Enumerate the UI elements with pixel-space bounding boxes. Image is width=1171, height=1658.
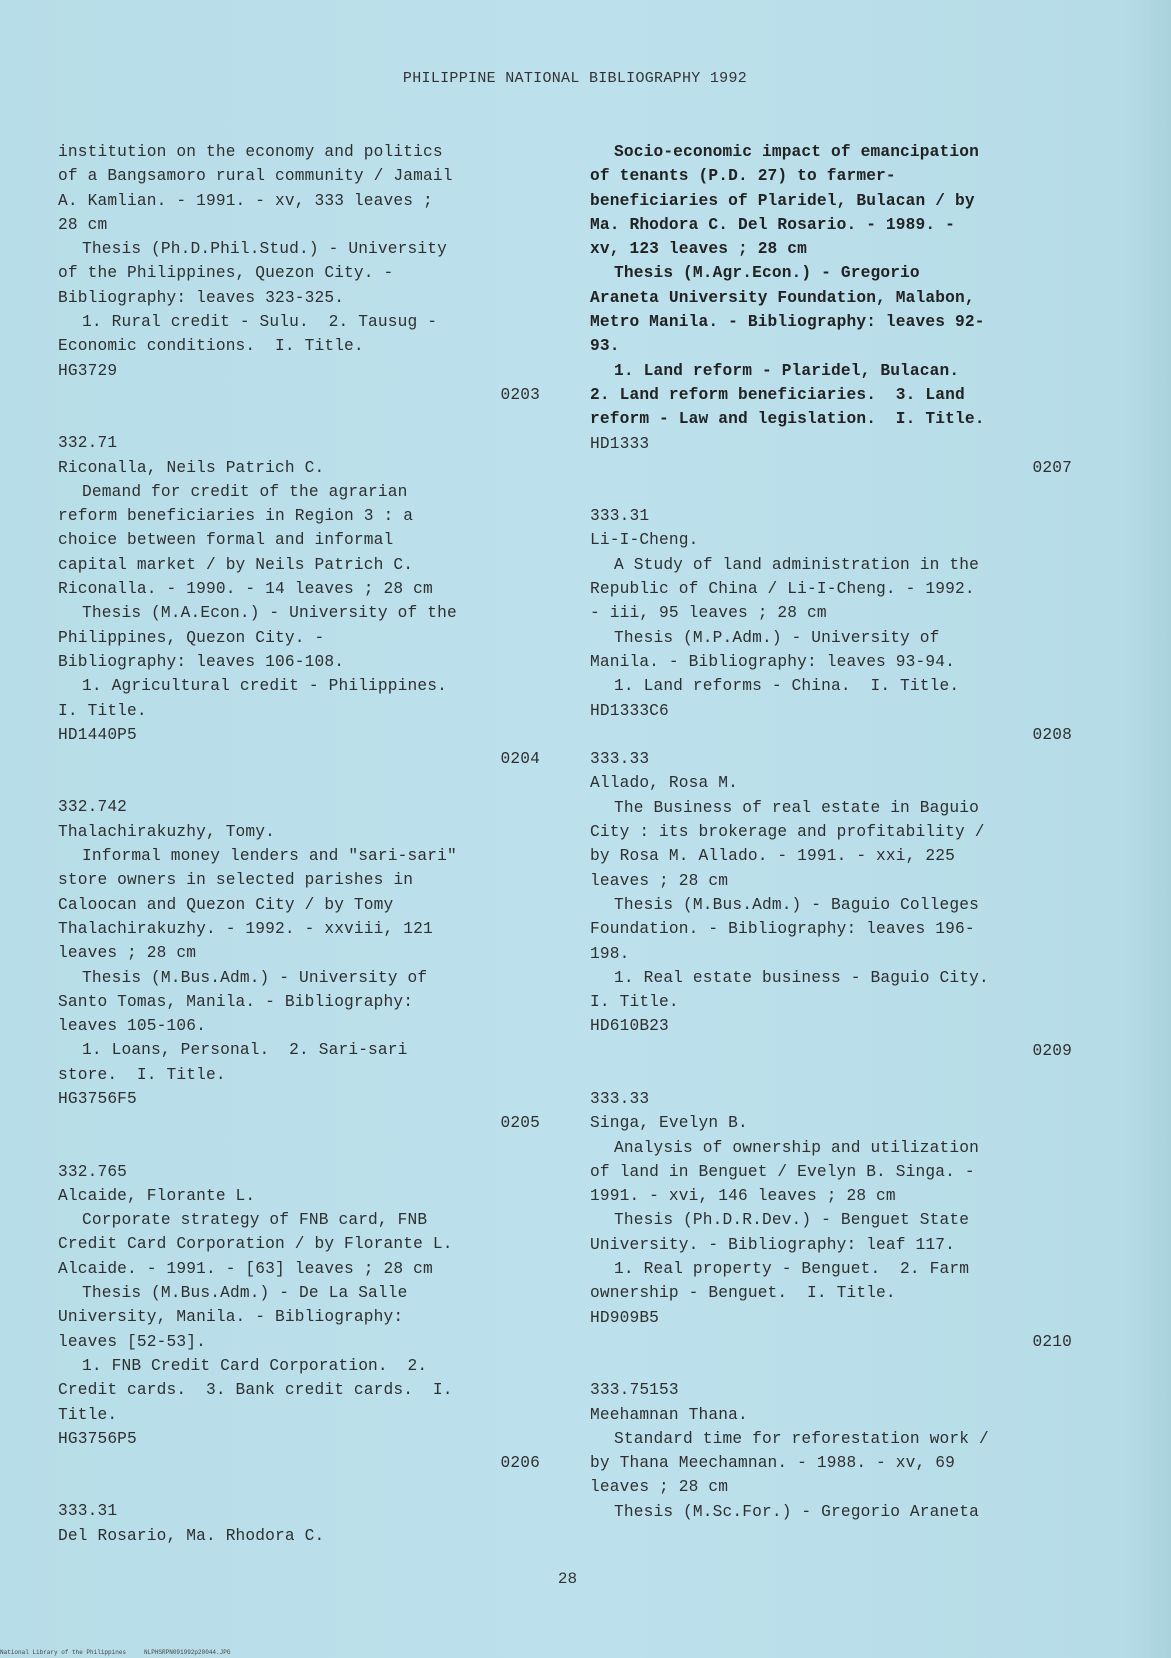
entry-line: HG3756P5 (58, 1429, 137, 1448)
entry-line: Thalachirakuzhy, Tomy. (58, 822, 276, 841)
entry-line: 1. Rural credit - Sulu. 2. Tausug - (82, 313, 438, 332)
entry-line: xv, 123 leaves ; 28 cm (590, 240, 808, 259)
entry-line: 333.75153 (590, 1381, 679, 1400)
entry-gap (58, 1475, 548, 1499)
entry-line: Republic of China / Li-I-Cheng. - 1992. (590, 580, 975, 599)
entry-gap (58, 407, 548, 431)
entry-line: 1. Real property - Benguet. 2. Farm (614, 1260, 970, 1279)
entry-line: HD1440P5 (58, 725, 137, 744)
entry-line: institution on the economy and politics (58, 143, 443, 161)
entry-line: Riconalla, Neils Patrich C. (58, 458, 325, 477)
entry-line: Bibliography: leaves 106-108. (58, 652, 345, 671)
entry-line: Philippines, Quezon City. - (58, 628, 325, 647)
entry-line: 333.33 (590, 750, 650, 769)
entry-line: 1. Land reforms - China. I. Title. (614, 677, 960, 696)
entry-line: of tenants (P.D. 27) to farmer- (590, 167, 896, 186)
entry-line: Informal money lenders and "sari-sari" (82, 847, 457, 866)
entry-line: Corporate strategy of FNB card, FNB (82, 1211, 428, 1230)
entry-line: HG3756F5 (58, 1089, 137, 1108)
entry-line: I. Title. (590, 993, 679, 1012)
entry-number: 0209 (1032, 1041, 1072, 1060)
entry-line: capital market / by Neils Patrich C. (58, 555, 414, 574)
entry-line: Thesis (M.Sc.For.) - Gregorio Araneta (614, 1502, 979, 1521)
entry-line: Meehamnan Thana. (590, 1405, 748, 1424)
entry-line: Thesis (M.A.Econ.) - University of the (82, 604, 457, 623)
entry-line: 333.33 (590, 1089, 650, 1108)
entry-line: 1. Agricultural credit - Philippines. (82, 677, 447, 696)
entry-line: Standard time for reforestation work / (614, 1429, 989, 1448)
entry-line: Allado, Rosa M. (590, 774, 738, 793)
entry-line: 1. Loans, Personal. 2. Sari-sari (82, 1041, 408, 1060)
entry-line: Del Rosario, Ma. Rhodora C. (58, 1526, 325, 1545)
entry-line: Economic conditions. I. Title. (58, 337, 364, 356)
entry-line: Caloocan and Quezon City / by Tomy (58, 895, 394, 914)
entry-line: HD1333C6 (590, 701, 669, 720)
entry-line: HD909B5 (590, 1308, 660, 1327)
entry-line: choice between formal and informal (58, 531, 394, 550)
entry-line: Thesis (M.Agr.Econ.) - Gregorio (614, 264, 920, 283)
scan-credit: National Library of the Philippines NLPHSRPN091992p20044.JPG (0, 1649, 231, 1656)
entry-line: Thesis (Ph.D.Phil.Stud.) - University (82, 240, 447, 259)
entry-line: leaves ; 28 cm (58, 944, 197, 963)
entry-line: Riconalla. - 1990. - 14 leaves ; 28 cm (58, 580, 433, 599)
entry-line: leaves ; 28 cm (590, 871, 729, 890)
entry-line: Credit Card Corporation / by Florante L. (58, 1235, 453, 1254)
entry-line: Thesis (M.Bus.Adm.) - De La Salle (82, 1284, 408, 1303)
entry-line: 1. Land reform - Plaridel, Bulacan. (614, 361, 960, 380)
left-column (58, 140, 548, 1548)
entry-line: by Rosa M. Allado. - 1991. - xxi, 225 (590, 847, 955, 866)
entry-line: Li-I-Cheng. (590, 531, 699, 550)
entry-line: Thalachirakuzhy. - 1992. - xxviii, 121 (58, 919, 433, 938)
entry-line: Foundation. - Bibliography: leaves 196- (590, 920, 975, 939)
entry-line: Analysis of ownership and utilization (614, 1138, 979, 1157)
entry-line: store. I. Title. (58, 1065, 226, 1084)
entry-line: leaves ; 28 cm (590, 1478, 729, 1497)
entry-line: I. Title. (58, 701, 147, 720)
entry-line: leaves [52-53]. (58, 1332, 206, 1351)
entry-line: 333.31 (590, 507, 650, 526)
entry-line: Thesis (M.P.Adm.) - University of (614, 628, 940, 647)
entry-line: 28 cm (58, 215, 108, 234)
entry-line: leaves 105-106. (58, 1017, 206, 1036)
entry-line: Ma. Rhodora C. Del Rosario. - 1989. - (590, 215, 955, 234)
entry-line: 93. (590, 337, 620, 356)
entry-line: of land in Benguet / Evelyn B. Singa. - (590, 1162, 975, 1181)
entry-line: Alcaide, Florante L. (58, 1186, 256, 1205)
entry-line: University, Manila. - Bibliography: (58, 1308, 404, 1327)
entry-number: 0207 (1032, 458, 1072, 477)
entry-number: 0206 (500, 1454, 540, 1473)
entry-line: HD610B23 (590, 1017, 669, 1036)
entry-line: Araneta University Foundation, Malabon, (590, 288, 975, 307)
entry-line: HD1333 (590, 434, 650, 453)
entry-line: Demand for credit of the agrarian (82, 482, 408, 501)
entry-line: 332.71 (58, 434, 118, 453)
entry-number: 0210 (1032, 1332, 1072, 1351)
entry-line: Metro Manila. - Bibliography: leaves 92- (590, 313, 985, 332)
entry-line: Socio-economic impact of emancipation (614, 143, 979, 161)
running-head: PHILIPPINE NATIONAL BIBLIOGRAPHY 1992 (402, 70, 748, 87)
entry-number: 0208 (1032, 725, 1072, 744)
entry-gap (58, 771, 548, 795)
entry-line: A. Kamlian. - 1991. - xv, 333 leaves ; (58, 191, 433, 210)
entry-gap (58, 1136, 548, 1160)
entry-line: reform beneficiaries in Region 3 : a (58, 507, 414, 526)
entry-gap (590, 1354, 1080, 1378)
entry-line: of a Bangsamoro rural community / Jamail (58, 167, 453, 186)
entry-number: 0203 (500, 385, 540, 404)
entry-line: of the Philippines, Quezon City. - (58, 264, 394, 283)
entry-line: 2. Land reform beneficiaries. 3. Land (590, 385, 965, 404)
entry-gap (590, 480, 1080, 504)
entry-line: Alcaide. - 1991. - [63] leaves ; 28 cm (58, 1259, 433, 1278)
entry-line: ownership - Benguet. I. Title. (590, 1284, 896, 1303)
entry-gap (590, 1063, 1080, 1087)
entry-number: 0204 (500, 750, 540, 769)
entry-line: City : its brokerage and profitability / (590, 823, 985, 842)
entry-line: HG3729 (58, 361, 118, 380)
entry-line: University. - Bibliography: leaf 117. (590, 1235, 955, 1254)
entry-line: Thesis (M.Bus.Adm.) - University of (82, 968, 428, 987)
page-number: 28 (557, 1570, 578, 1588)
entry-line: Manila. - Bibliography: leaves 93-94. (590, 652, 955, 671)
entry-line: 1991. - xvi, 146 leaves ; 28 cm (590, 1187, 896, 1206)
entry-line: reform - Law and legislation. I. Title. (590, 410, 985, 429)
entry-line: by Thana Meechamnan. - 1988. - xv, 69 (590, 1454, 955, 1473)
entry-line: Thesis (Ph.D.R.Dev.) - Benguet State (614, 1211, 970, 1230)
entry-line: beneficiaries of Plaridel, Bulacan / by (590, 191, 975, 210)
entry-line: 332.765 (58, 1162, 128, 1181)
entry-line: 198. (590, 944, 630, 963)
entry-number: 0205 (500, 1114, 540, 1133)
entry-line: 1. Real estate business - Baguio City. (614, 968, 989, 987)
entry-line: store owners in selected parishes in (58, 871, 414, 890)
entry-line: 333.31 (58, 1502, 118, 1521)
entry-line: Bibliography: leaves 323-325. (58, 288, 345, 307)
entry-line: 332.742 (58, 798, 128, 817)
entry-line: Credit cards. 3. Bank credit cards. I. (58, 1381, 453, 1400)
entry-line: 1. FNB Credit Card Corporation. 2. (82, 1356, 428, 1375)
entry-line: - iii, 95 leaves ; 28 cm (590, 604, 827, 623)
entry-line: Santo Tomas, Manila. - Bibliography: (58, 992, 414, 1011)
entry-line: The Business of real estate in Baguio (614, 798, 979, 817)
entry-line: Singa, Evelyn B. (590, 1114, 748, 1133)
entry-line: A Study of land administration in the (614, 555, 979, 574)
entry-line: Title. (58, 1405, 118, 1424)
right-column (590, 140, 1080, 1524)
entry-line: Thesis (M.Bus.Adm.) - Baguio Colleges (614, 895, 979, 914)
